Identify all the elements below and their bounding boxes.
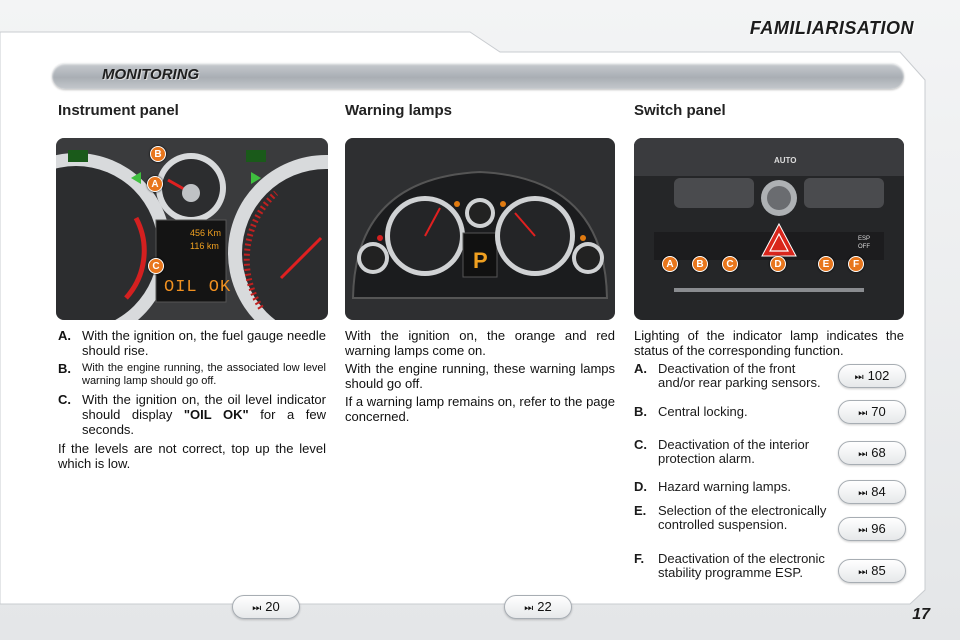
list-item: B. Central locking.	[634, 404, 748, 419]
skip-forward-icon: ⏭	[524, 603, 534, 614]
page-ref-link[interactable]: ⏭ 68	[838, 441, 906, 465]
skip-forward-icon: ⏭	[858, 567, 868, 578]
warning-lamps-text	[345, 328, 615, 427]
gear-indicator: P	[473, 248, 488, 273]
level-note: If the levels are not correct, top up the level which is low.	[58, 441, 326, 471]
list-item: D. Hazard warning lamps.	[634, 479, 791, 494]
paragraph: If a warning lamp remains on, refer to the page concerned.	[345, 394, 615, 424]
switch-panel-title: Switch panel	[634, 102, 726, 119]
oil-display: OIL OK	[164, 278, 232, 297]
section-title: MONITORING	[102, 66, 200, 83]
instrument-panel-photo	[56, 138, 328, 320]
paragraph: With the engine running, these warning lamps should go off.	[345, 361, 615, 391]
page-number: 17	[912, 606, 930, 623]
warning-lamps-photo	[345, 138, 615, 320]
page-ref-link[interactable]: ⏭ 84	[838, 480, 906, 504]
list-item: C. With the ignition on, the oil level indicator should display "OIL OK" for a few seconds.	[58, 392, 326, 437]
esp-off-label: OFF	[858, 244, 870, 250]
instrument-panel-text	[58, 328, 326, 474]
skip-forward-icon: ⏭	[858, 525, 868, 536]
skip-forward-icon: ⏭	[252, 603, 262, 614]
page-ref-link[interactable]: ⏭ 22	[504, 595, 572, 619]
skip-forward-icon: ⏭	[854, 372, 864, 383]
list-item: C. Deactivation of the interior protection alarm.	[634, 437, 810, 466]
chapter-title: FAMILIARISATION	[749, 18, 914, 38]
trip-readout: 456 Km	[190, 228, 222, 238]
skip-forward-icon: ⏭	[858, 408, 868, 419]
range-readout: 116 km	[190, 241, 219, 251]
marker-a: A	[147, 176, 163, 192]
switch-panel-photo	[634, 138, 904, 320]
list-item: F. Deactivation of the electronic stability programme ESP.	[634, 551, 825, 580]
page-ref-link[interactable]: ⏭ 102	[838, 364, 906, 388]
list-item: E. Selection of the electronically controlled suspension.	[634, 503, 827, 532]
list-item: B. With the engine running, the associated low level warning lamp should go off.	[58, 361, 326, 387]
instrument-panel-title: Instrument panel	[58, 102, 179, 119]
skip-forward-icon: ⏭	[858, 449, 868, 460]
page-ref-link[interactable]: ⏭ 85	[838, 559, 906, 583]
marker-c: C	[148, 258, 164, 274]
list-item: A. Deactivation of the front and/or rear parking sensors.	[634, 361, 821, 390]
marker-b: B	[150, 146, 166, 162]
skip-forward-icon: ⏭	[858, 488, 868, 499]
marker-a: A	[662, 256, 678, 272]
paragraph: With the ignition on, the orange and red warning lamps come on.	[345, 328, 615, 358]
list-item: A. With the ignition on, the fuel gauge needle should rise.	[58, 328, 326, 358]
switch-panel-intro: Lighting of the indicator lamp indicates the status of the corresponding function.	[634, 328, 904, 358]
page-ref-link[interactable]: ⏭ 96	[838, 517, 906, 541]
marker-f: F	[848, 256, 864, 272]
section-banner	[52, 63, 904, 89]
marker-c: C	[722, 256, 738, 272]
esp-label: ESP	[858, 236, 871, 242]
marker-b: B	[692, 256, 708, 272]
warning-lamps-title: Warning lamps	[345, 102, 452, 119]
marker-d: D	[770, 256, 786, 272]
page-ref-link[interactable]: ⏭ 20	[232, 595, 300, 619]
page-ref-link[interactable]: ⏭ 70	[838, 400, 906, 424]
marker-e: E	[818, 256, 834, 272]
auto-label: AUTO	[774, 156, 797, 165]
